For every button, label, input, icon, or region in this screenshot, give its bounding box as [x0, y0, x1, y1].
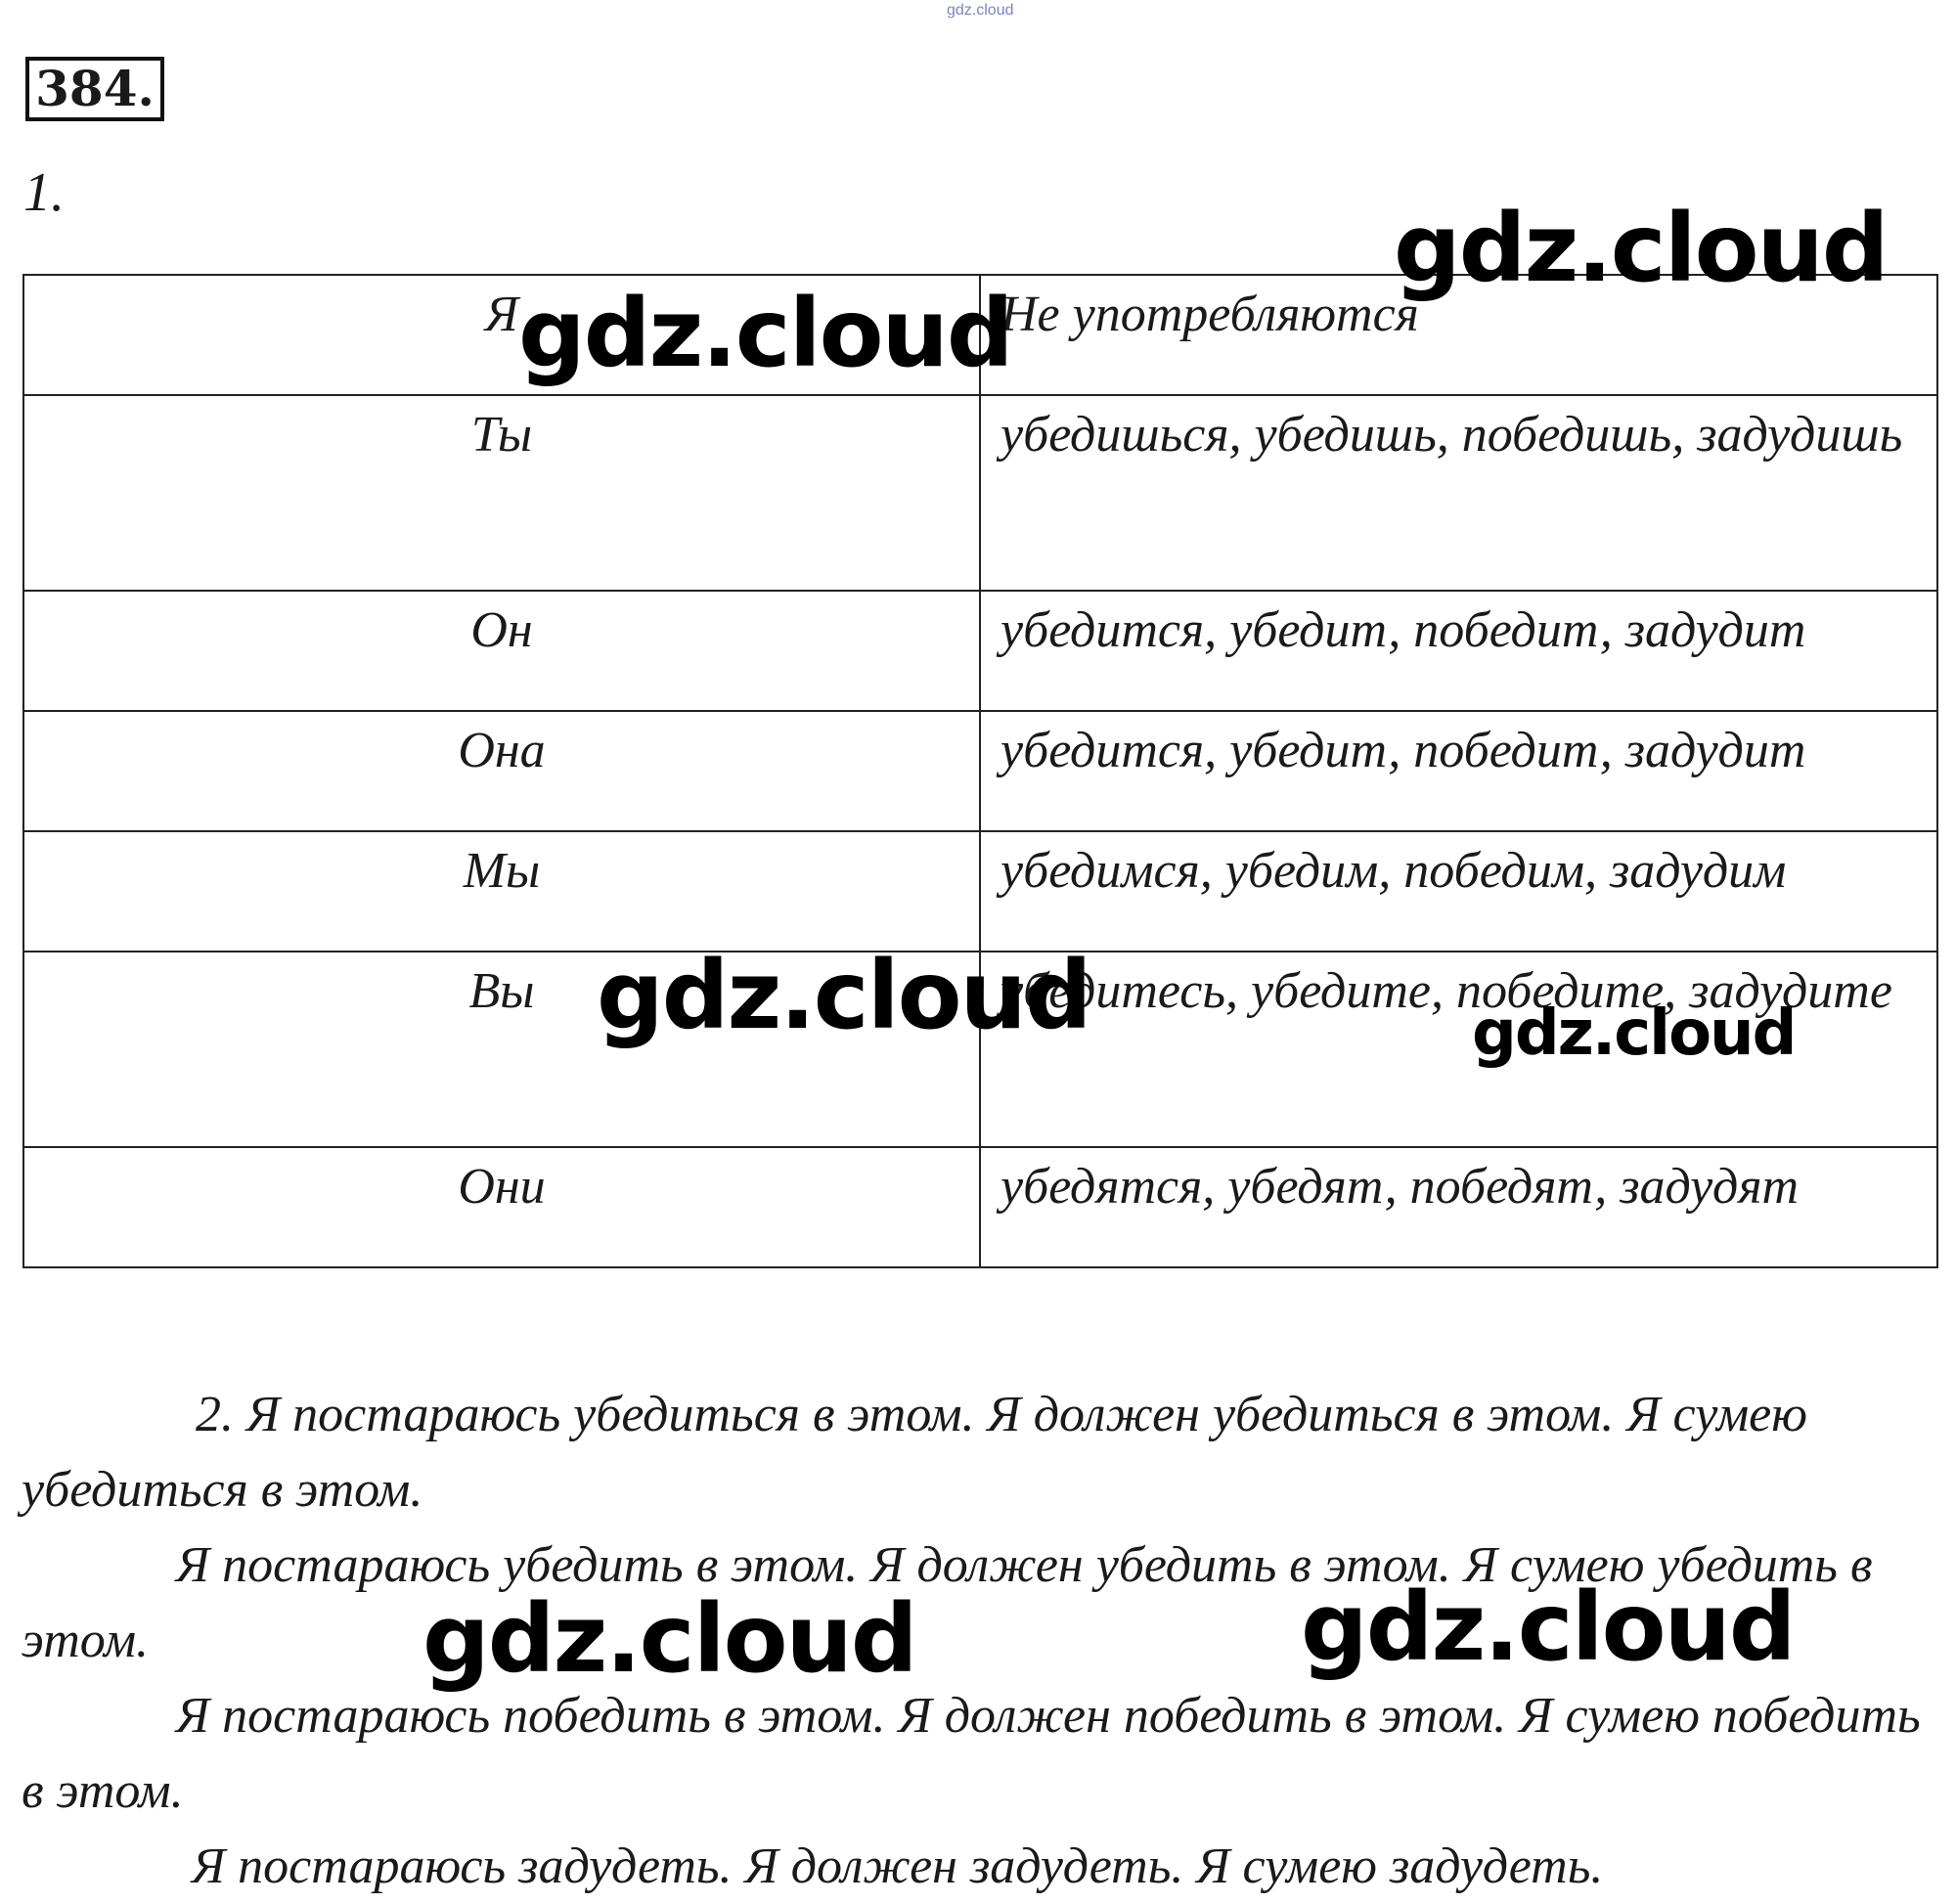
part-1-label: 1.	[23, 162, 65, 223]
pronoun-cell: Вы	[23, 952, 980, 1147]
pronoun-cell: Я	[23, 275, 980, 395]
watermark: gdz.cloud	[1301, 1572, 1795, 1682]
forms-cell: убедится, убедит, победит, задудит	[980, 591, 1937, 711]
table-row	[23, 395, 1937, 591]
pronoun-cell: Он	[23, 591, 980, 711]
pronoun-cell: Она	[23, 711, 980, 831]
answer-paragraph: Я постараюсь задудеть. Я должен задудеть. Я сумею задудеть.	[192, 1838, 1604, 1894]
pronoun-cell: Мы	[23, 831, 980, 952]
top-site-watermark: gdz.cloud	[947, 2, 1014, 19]
forms-cell: убедитесь, убедите, победите, задудите	[980, 952, 1937, 1147]
exercise-number: 384.	[25, 57, 164, 121]
forms-cell: убедишься, убедишь, победишь, задудишь	[980, 395, 1937, 591]
table-row	[23, 591, 1937, 711]
table-row	[23, 711, 1937, 831]
watermark: gdz.cloud	[422, 1584, 916, 1694]
forms-cell: убедится, убедит, победит, задудит	[980, 711, 1937, 831]
watermark: gdz.cloud	[1394, 194, 1888, 303]
forms-cell: Не употребляются	[980, 275, 1937, 395]
table-row	[23, 831, 1937, 952]
watermark: gdz.cloud	[518, 279, 1012, 388]
forms-cell: убедимся, убедим, победим, задудим	[980, 831, 1937, 952]
pronoun-cell: Ты	[23, 395, 980, 591]
watermark: gdz.cloud	[1472, 997, 1796, 1070]
pronoun-cell: Они	[23, 1147, 980, 1267]
answer-paragraph: Я постараюсь победить в этом. Я должен победить в этом. Я сумею победить в этом.	[22, 1688, 1921, 1819]
conjugation-table	[22, 274, 1938, 1268]
answer-paragraph: Я постараюсь убедить в этом. Я должен убедить в этом. Я сумею убедить в этом.	[22, 1537, 1873, 1668]
table-row	[23, 1147, 1937, 1267]
answer-paragraph: 2. Я постараюсь убедиться в этом. Я должен убедиться в этом. Я сумею убедиться в этом.	[22, 1387, 1807, 1518]
watermark: gdz.cloud	[597, 941, 1090, 1050]
forms-cell: убедятся, убедят, победят, задудят	[980, 1147, 1937, 1267]
